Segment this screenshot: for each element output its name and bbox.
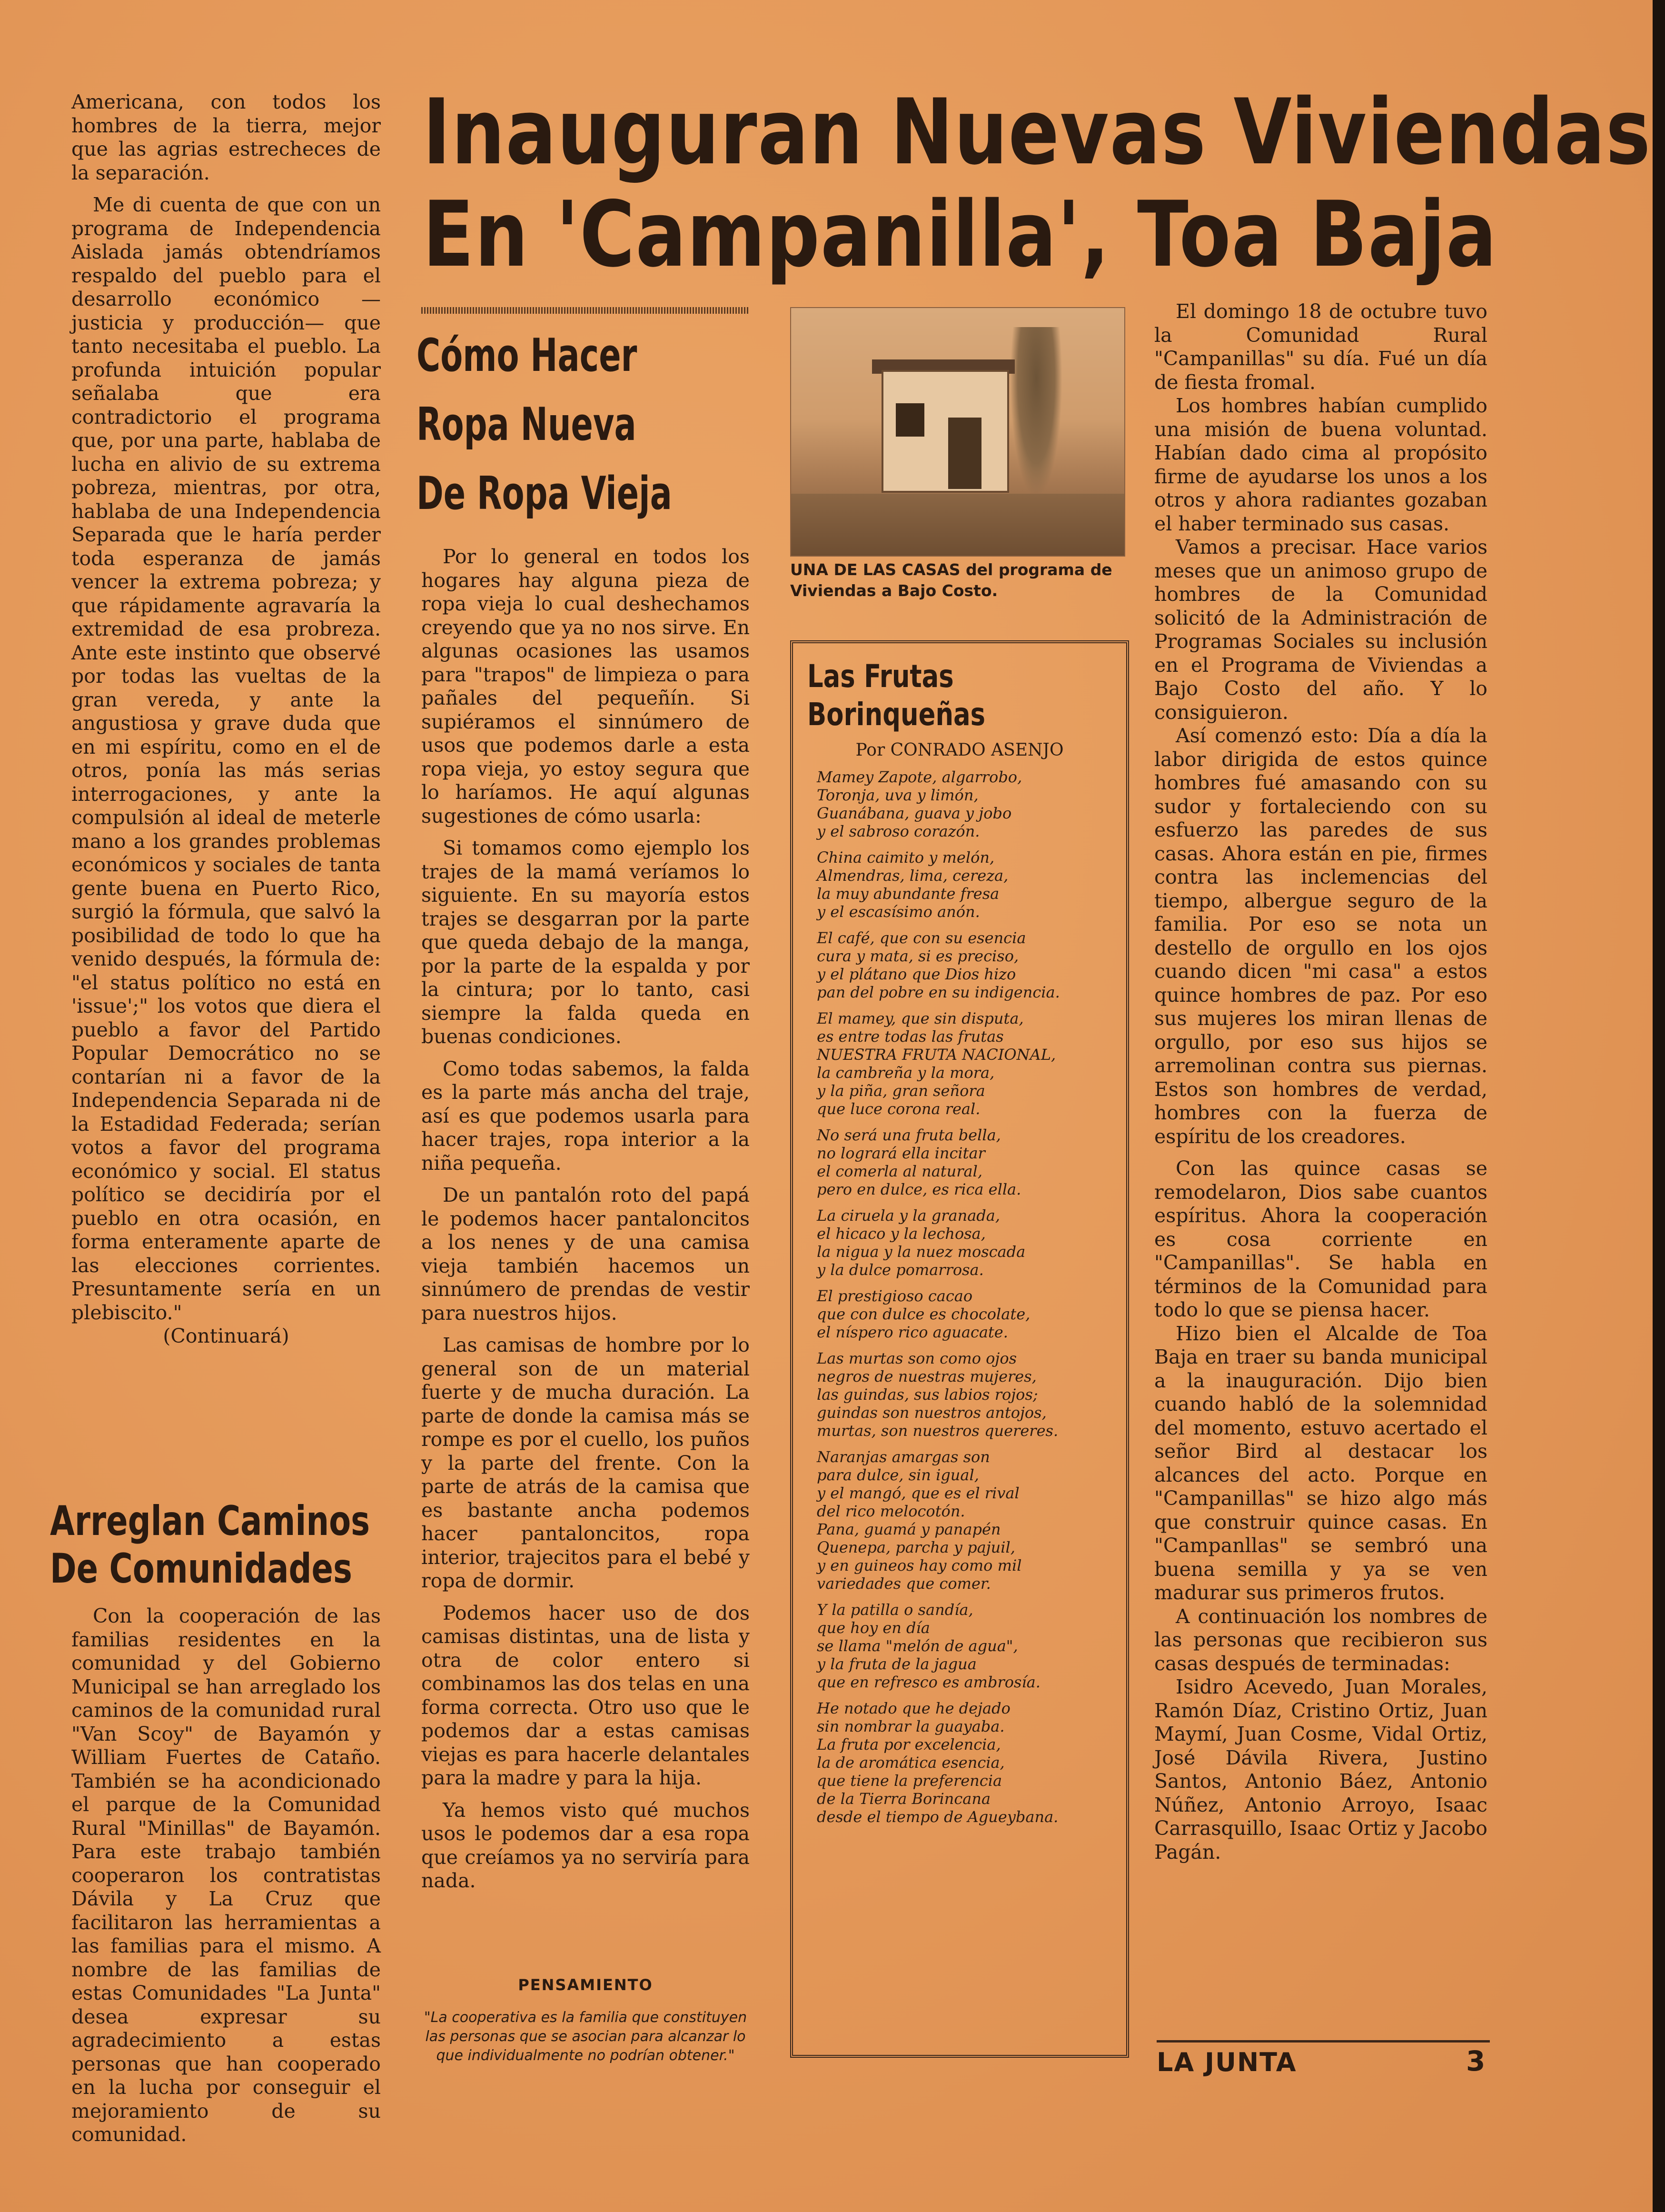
ropa-paragraph: Por lo general en todos los hogares hay alguna pieza de ropa vieja lo cual deshechamos creyendo que ya no nos sirve. En algunas ocasiones las usamos para "trapos" de limpieza o para pañales del pequeñín. Si supiéramos el sinnúmero de usos que podemos darle a esta ropa vieja, yo estoy segura que lo haríamos. He aquí algunas sugestiones de cómo usarla:: [421, 545, 750, 827]
col1-paragraph: Americana, con todos los hombres de la tierra, mejor que las agrias estrecheces de la separación.: [71, 90, 381, 184]
poem-stanza: [807, 1009, 1112, 1118]
poem-line: El mamey, que sin disputa,: [817, 1009, 1024, 1027]
campanilla-paragraph: Con las quince casas se remodelaron, Dios sabe cuantos espíritus. Ahora la cooperación es cosa corriente en "Campanillas". Se habla en términos de la Comunidad para todo lo que se piensa hacer.: [1154, 1157, 1487, 1321]
poem-line: No será una fruta bella,: [817, 1126, 1001, 1144]
poem-line: de la Tierra Borincana: [817, 1790, 991, 1808]
poem-line: pan del pobre en su indigencia.: [817, 983, 1060, 1001]
poem-line: el comerla al natural,: [817, 1162, 983, 1180]
poem-line: para dulce, sin igual,: [817, 1466, 979, 1484]
poem-line: cura y mata, si es preciso,: [817, 947, 1019, 965]
footer-rule: [1157, 2040, 1490, 2043]
poem-line: China caimito y melón,: [817, 848, 995, 867]
poem-box: [790, 640, 1129, 2058]
poem-title-1: Las Frutas: [807, 658, 954, 695]
poem-line: el níspero rico aguacate.: [817, 1323, 1008, 1341]
caminos-text: Con la cooperación de las familias residentes en la comunidad y del Gobierno Municipal se han arreglado los caminos de la comunidad rural "Van Scoy" de Bayamón y William Fuertes de Cataño. También se ha acondicionado el parque de la Comunidad Rural "Minillas" de Bayamón. Para este trabajo también cooperaron los contratistas Dávila y La Cruz que facilitaron las herramientas a las familias para el mismo. A nombre de las familias de estas Comunidades "La Junta" desea expresar su agradecimiento a estas personas que han cooperado en la lucha por conseguir el mejoramiento de su comunidad.: [71, 1604, 381, 2146]
poem-line: las guindas, sus labios rojos;: [817, 1385, 1038, 1404]
photo-house-window: [896, 403, 924, 437]
ropa-paragraph: Podemos hacer uso de dos camisas distintas, una de lista y otra de color entero si combinamos las dos telas en una forma correcta. Otro uso que le podemos dar a estas camisas viejas es para hacerle delantales para la madre y para la hija.: [421, 1601, 750, 1789]
poem-line: Pana, guamá y panapén: [817, 1520, 1001, 1538]
poem-line: desde el tiempo de Agueybana.: [817, 1808, 1059, 1826]
poem-line: y el sabroso corazón.: [817, 822, 980, 840]
poem-line: Guanábana, guava y jobo: [817, 804, 1012, 822]
poem-stanza: [807, 1287, 1112, 1341]
poem-line: Quenepa, parcha y pajuil,: [817, 1538, 1015, 1556]
poem-line: murtas, son nuestros quereres.: [817, 1422, 1059, 1440]
campanilla-paragraph: Así comenzó esto: Día a día la labor dirigida de estos quince hombres fué amasando con su sudor y fortaleciendo con su esfuerzo las paredes de sus casas. Ahora están en pie, firmes contra las inclemencias del tiempo, albergue seguro de la familia. Por eso se nota un destello de orgullo en los ojos cuando dicen "mi casa" a estos quince hombres de paz. Por eso sus mujeres los miran llenas de orgullo, por eso sus hijos se arremolinan contra sus piernas. Estos son hombres de verdad, hombres con la fuerza de espíritu de los creadores.: [1154, 724, 1487, 1148]
poem-line: La ciruela y la granada,: [817, 1206, 1000, 1225]
poem-line: y en guineos hay como mil: [817, 1556, 1022, 1574]
poem-line: y la piña, gran señora: [817, 1082, 985, 1100]
poem-line: que tiene la preferencia: [817, 1772, 1002, 1790]
ropa-paragraph: Como todas sabemos, la falda es la parte más ancha del traje, así es que podemos usarla para hacer trajes, ropa interior a la niña pequeña.: [421, 1057, 750, 1175]
campanilla-article: [1154, 300, 1487, 1864]
poem-line: NUESTRA FRUTA NACIONAL,: [817, 1046, 1056, 1064]
poem-line: sin nombrar la guayaba.: [817, 1717, 1005, 1735]
section-rule: [421, 307, 750, 314]
headline-line-1: Inauguran Nuevas Viviendas: [423, 80, 1652, 185]
photo-tree: [1010, 327, 1062, 498]
campanilla-paragraph: El domingo 18 de octubre tuvo la Comunidad Rural "Campanillas" su día. Fué un día de fiesta fromal.: [1154, 300, 1487, 394]
pensamiento-title: PENSAMIENTO: [518, 1976, 653, 1994]
page-edge-shadow: [1653, 0, 1665, 2212]
poem-line: y la fruta de la jagua: [817, 1655, 977, 1673]
poem-line: la de aromática esencia,: [817, 1754, 1005, 1772]
poem-line: Las murtas son como ojos: [817, 1349, 1017, 1367]
headline-line-2: En 'Campanilla', Toa Baja: [423, 182, 1497, 287]
poem-stanza: [807, 1349, 1112, 1440]
publication-name: LA JUNTA: [1157, 2047, 1297, 2077]
poem-stanza: [807, 1699, 1112, 1826]
poem-line: Toronja, uva y limón,: [817, 786, 979, 804]
ropa-paragraph: Ya hemos visto qué muchos usos le podemos dar a esa ropa que creíamos ya no serviría para nada.: [421, 1798, 750, 1892]
campanilla-paragraph: Hizo bien el Alcalde de Toa Baja en traer su banda municipal a la inauguración. Dijo bien cuando habló de la solemnidad del momento, estuvo acertado el señor Bird al destacar los alcances del acto. Porque en "Campanillas" se hizo algo más que construir quince casas. En "Campanllas" se sembró una buena semilla y ya se ven madurar sus primeros frutos.: [1154, 1322, 1487, 1604]
poem-line: La fruta por excelencia,: [817, 1735, 1001, 1754]
poem-title-2: Borinqueñas: [807, 696, 986, 733]
photo-caption: UNA DE LAS CASAS del programa de Viviendas a Bajo Costo.: [790, 560, 1112, 600]
campanilla-paragraph: Los hombres habían cumplido una misión de buena voluntad. Habían dado cima al propósito firme de ayudarse los unos a los otros y ahora radiantes gozaban el haber terminado sus casas.: [1154, 394, 1487, 535]
poem-line: y el escasísimo anón.: [817, 903, 980, 921]
poem-line: que luce corona real.: [817, 1100, 981, 1118]
poem-line: y el mangó, que es el rival: [817, 1484, 1020, 1502]
pensamiento-box: [421, 1976, 750, 2065]
ropa-article: [421, 545, 750, 1893]
poem-stanza: [807, 929, 1112, 1001]
photo-ground: [791, 494, 1124, 556]
poem-stanza: [807, 848, 1112, 921]
ropa-title-1: Cómo Hacer: [416, 329, 637, 382]
poem-line: y la dulce pomarrosa.: [817, 1261, 984, 1279]
poem-body: [807, 768, 1112, 1826]
poem-line: variedades que comer.: [817, 1574, 991, 1593]
poem-line: He notado que he dejado: [817, 1699, 1011, 1717]
poem-line: se llama "melón de agua",: [817, 1637, 1018, 1655]
poem-line: del rico melocotón.: [817, 1502, 965, 1520]
caminos-article: [71, 1604, 381, 2147]
poem-stanza: [807, 1448, 1112, 1593]
names-list: Isidro Acevedo, Juan Morales, Ramón Díaz, Cristino Ortiz, Juan Maymí, Juan Cosme, Vidal Ortiz, José Dávila Rivera, Justino Santos, Antonio Báez, Antonio Núñez, Antonio Arroyo, Isaac Carrasquillo, Isaac Ortiz y Jacobo Pagán.: [1154, 1675, 1487, 1863]
poem-stanza: [807, 1126, 1112, 1198]
poem-line: la nigua y la nuez moscada: [817, 1243, 1026, 1261]
ropa-title-3: De Ropa Vieja: [416, 468, 672, 520]
poem-line: que en refresco es ambrosía.: [817, 1673, 1041, 1691]
poem-line: la cambreña y la mora,: [817, 1064, 995, 1082]
page-number: 3: [1466, 2045, 1486, 2077]
campanilla-paragraph: A continuación los nombres de las personas que recibieron sus casas después de terminadas:: [1154, 1604, 1487, 1675]
poem-stanza: [807, 768, 1112, 840]
ropa-title-2: Ropa Nueva: [416, 399, 636, 451]
column-1: [71, 90, 381, 1348]
ropa-paragraph: Las camisas de hombre por lo general son de un material fuerte y de mucha duración. La parte de donde la camisa más se rompe es por el cuello, los puños y la parte del frente. Con la parte de atrás de la camisa que es bastante ancha podemos hacer pantaloncitos, ropa interior, trajecitos para el bebé y ropa de dormir.: [421, 1334, 750, 1592]
photo-house-door: [948, 418, 981, 489]
col1-paragraph: Me di cuenta de que con un programa de Independencia Aislada jamás obtendríamos respaldo del pueblo para el desarrollo económico —justicia y producción— que tanto necesitaba el pueblo. La profunda intuición popular señalaba que era contradictorio el programa que, por una parte, hablaba de lucha en alivio de su extrema pobreza, mientras, por otra, hablaba de una Independencia Separada que le haría perder toda esperanza de jamás vencer la extrema pobreza; y que rápidamente agravaría la extremidad de esa probreza. Ante este instinto que observé por todas las vueltas de la gran vereda, y ante la angustiosa y grave duda que en mi espíritu, como en el de otros, ponía las más serias interrogaciones, y ante la compulsión al ideal de meterle mano a los grandes problemas económicos y sociales de tanta gente buena en Puerto Rico, surgió la fórmula, que salvó la posibilidad de todo lo que ha venido después, la fórmula de: "el status político no está en 'issue';" los votos que diera el pueblo a favor del Partido Popular Democrático no se contarían ni a favor de la Independencia Separada ni de la Estadidad Federada; serían votos a favor del programa económico y social. El status político se decidiría por el pueblo en otra ocasión, en forma enteramente aparte de las elecciones corrientes. Presuntamente sería en un plebiscito.": [71, 193, 381, 1324]
poem-line: Almendras, lima, cereza,: [817, 867, 1009, 885]
poem-line: pero en dulce, es rica ella.: [817, 1180, 1021, 1198]
poem-line: no logrará ella incitar: [817, 1144, 985, 1162]
poem-line: que hoy en día: [817, 1619, 930, 1637]
poem-line: El café, que con su esencia: [817, 929, 1026, 947]
continues-label: (Continuará): [163, 1325, 289, 1347]
ropa-heading: [416, 321, 759, 528]
caminos-title-2: De Comunidades: [50, 1545, 352, 1593]
ropa-paragraph: Si tomamos como ejemplo los trajes de la mamá veríamos lo siguiente. En su mayoría estos trajes se desgarran por la parte que queda debajo de la manga, por la parte de la espalda y por la cintura; por lo tanto, casi siempre la falda queda en buenas condiciones.: [421, 837, 750, 1048]
poem-line: es entre todas las frutas: [817, 1027, 1004, 1046]
ropa-paragraph: De un pantalón roto del papá le podemos hacer pantaloncitos a los nenes y de una camisa vieja también hacemos un sinnúmero de prendas de vestir para nuestros hijos.: [421, 1184, 750, 1325]
poem-line: El prestigioso cacao: [817, 1287, 973, 1305]
poem-line: y el plátano que Dios hizo: [817, 965, 1016, 983]
poem-byline: Por CONRADO ASENJO: [855, 740, 1064, 760]
poem-line: el hicaco y la lechosa,: [817, 1225, 986, 1243]
poem-line: que con dulce es chocolate,: [817, 1305, 1031, 1323]
caminos-title-1: Arreglan Caminos: [50, 1497, 370, 1545]
poem-stanza: [807, 1206, 1112, 1279]
poem-line: Y la patilla o sandía,: [817, 1601, 973, 1619]
main-headline: [423, 81, 1660, 286]
poem-line: Naranjas amargas son: [817, 1448, 990, 1466]
caminos-heading: [50, 1497, 383, 1593]
house-photo: [790, 307, 1125, 557]
poem-line: la muy abundante fresa: [817, 885, 1000, 903]
poem-line: guindas son nuestros antojos,: [817, 1404, 1047, 1422]
poem-line: Mamey Zapote, algarrobo,: [817, 768, 1022, 786]
poem-stanza: [807, 1601, 1112, 1691]
campanilla-paragraph: Vamos a precisar. Hace varios meses que un animoso grupo de hombres de la Comunidad solicitó de la Administración de Programas Sociales su inclusión en el Programa de Viviendas a Bajo Costo del año. Y lo consiguieron.: [1154, 536, 1487, 724]
poem-line: negros de nuestras mujeres,: [817, 1367, 1037, 1385]
pensamiento-text: "La cooperativa es la familia que constituyen las personas que se asocian para alcanzar lo que individualmente no podrían obtener.": [424, 2009, 747, 2064]
